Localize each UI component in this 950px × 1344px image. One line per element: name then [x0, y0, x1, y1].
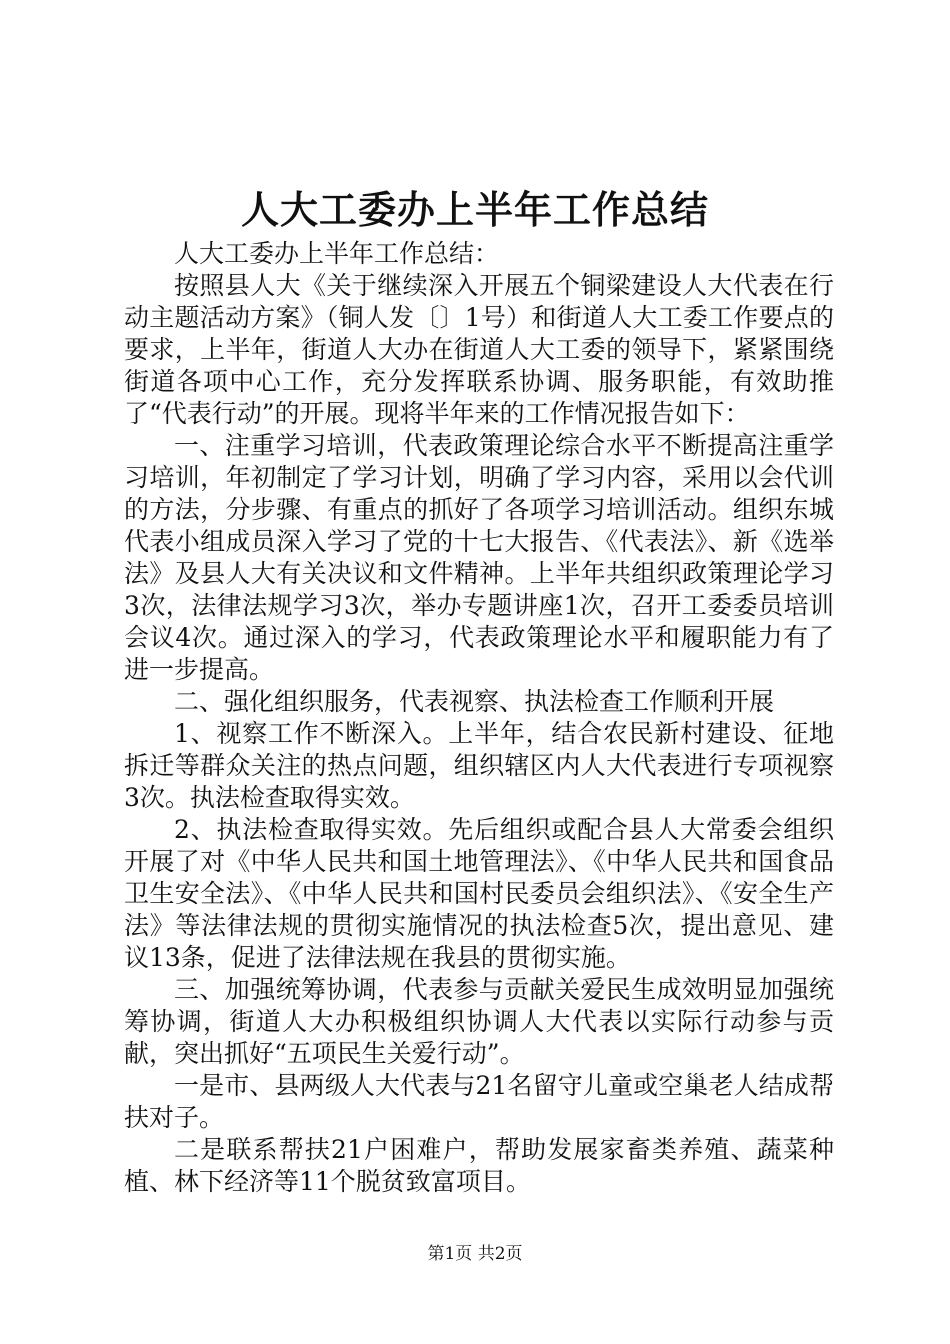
paragraph-section-three: 三、加强统筹协调，代表参与贡献关爱民生成效明显加强统筹协调，街道人大办积极组织协调人大代表以实际行动参与贡献，突出抓好“五项民生关爱行动”。: [124, 975, 834, 1068]
paragraph-section-two-heading: 二、强化组织服务，代表视察、执法检查工作顺利开展: [174, 687, 775, 716]
paragraph-section-one: 一、注重学习培训，代表政策理论综合水平不断提高注重学习培训，年初制定了学习计划，明确了学习内容，采用以会代训的方法，分步骤、有重点的抓好了各项学习培训活动。组织东城代表小组成员深入学习了党的十七大报告、《代表法》、新《选举法》及县人大有关决议和文件精神。上半年共组织政策理论学习3次，法律法规学习3次，举办专题讲座1次，召开工委委员培训会议4次。通过深入的学习，代表政策理论水平和履职能力有了进一步提高。: [124, 431, 834, 684]
paragraph-item-law-enforcement: 2、执法检查取得实效。先后组织或配合县人大常委会组织开展了对《中华人民共和国土地管理法》、《中华人民共和国食品卫生安全法》、《中华人民共和国村民委员会组织法》、《安全生产法》等法律法规的贯彻实施情况的执法检查5次，提出意见、建议13条，促进了法律法规在我县的贯彻实施。: [124, 815, 834, 972]
paragraph-item-pairing: 一是市、县两级人大代表与21名留守儿童或空巢老人结成帮扶对子。: [124, 1071, 834, 1132]
paragraph-intro: 人大工委办上半年工作总结：: [174, 239, 500, 268]
document-title: 人大工委办上半年工作总结: [240, 187, 709, 232]
paragraph-item-inspection: 1、视察工作不断深入。上半年，结合农民新村建设、征地拆迁等群众关注的热点问题，组织辖区内人大代表进行专项视察3次。执法检查取得实效。: [124, 719, 834, 812]
paragraph-overview: 按照县人大《关于继续深入开展五个铜梁建设人大代表在行动主题活动方案》（铜人发〔〕1号）和街道人大工委工作要点的要求，上半年，街道人大办在街道人大工委的领导下，紧紧围绕街道各项中心工作，充分发挥联系协调、服务职能，有效助推了“代表行动”的开展。现将半年来的工作情况报告如下：: [124, 271, 834, 428]
paragraph-item-poverty-aid: 二是联系帮扶21户困难户，帮助发展家畜类养殖、蔬菜种植、林下经济等11个脱贫致富项目。: [124, 1135, 834, 1196]
document-body: [124, 238, 834, 1198]
page-footer: 第1页 共2页: [427, 1244, 523, 1264]
